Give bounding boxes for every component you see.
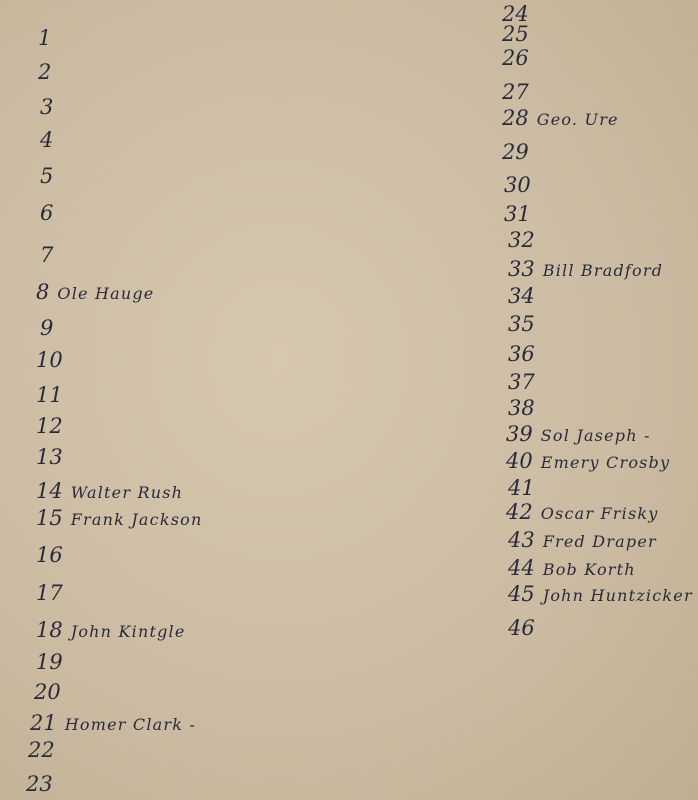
- entry-number: 24: [502, 2, 529, 26]
- entry-27: [502, 82, 537, 103]
- entry-number: 38: [508, 396, 535, 420]
- entry-41: [508, 478, 543, 499]
- entry-number: 42: [506, 500, 533, 524]
- entry-name: Geo. Ure: [536, 110, 619, 129]
- entry-number: 5: [40, 164, 54, 188]
- entry-number: 2: [38, 60, 52, 84]
- entry-number: 6: [40, 201, 54, 225]
- entry-number: 26: [502, 46, 529, 70]
- entry-31: [504, 204, 539, 225]
- entry-number: 34: [508, 284, 535, 308]
- entry-7: [40, 245, 61, 266]
- entry-16: [36, 545, 71, 566]
- entry-number: 19: [36, 650, 63, 674]
- entry-number: 29: [502, 140, 529, 164]
- entry-number: 1: [38, 26, 52, 50]
- entry-43: [508, 530, 657, 551]
- entry-28: [502, 108, 619, 129]
- entry-22: [28, 740, 63, 761]
- entry-number: 14: [36, 479, 63, 503]
- entry-number: 45: [508, 582, 535, 606]
- entry-25: [502, 24, 537, 45]
- entry-number: 20: [34, 680, 61, 704]
- entry-number: 46: [508, 616, 535, 640]
- entry-15: [36, 508, 202, 529]
- entry-number: 22: [28, 738, 55, 762]
- entry-40: [506, 451, 670, 472]
- entry-number: 32: [508, 228, 535, 252]
- entry-name: Homer Clark -: [64, 715, 197, 734]
- entry-number: 43: [508, 528, 535, 552]
- entry-12: [36, 416, 71, 437]
- entry-number: 27: [502, 80, 529, 104]
- entry-4: [40, 130, 61, 151]
- entry-13: [36, 447, 71, 468]
- entry-number: 44: [508, 556, 535, 580]
- entry-38: [508, 398, 543, 419]
- entry-30: [504, 175, 539, 196]
- entry-number: 17: [36, 581, 63, 605]
- entry-name: Bob Korth: [542, 560, 636, 579]
- entry-number: 23: [26, 772, 53, 796]
- entry-46: [508, 618, 543, 639]
- entry-44: [508, 558, 636, 579]
- entry-name: Ole Hauge: [57, 284, 155, 303]
- entry-number: 25: [502, 22, 529, 46]
- entry-26: [502, 48, 537, 69]
- entry-number: 9: [40, 316, 54, 340]
- entry-number: 7: [40, 243, 54, 267]
- entry-number: 8: [36, 280, 50, 304]
- entry-number: 33: [508, 257, 535, 281]
- entry-number: 30: [504, 173, 531, 197]
- entry-23: [26, 774, 61, 795]
- entry-29: [502, 142, 537, 163]
- entry-name: Walter Rush: [70, 483, 184, 502]
- entry-18: [36, 620, 186, 641]
- entry-32: [508, 230, 543, 251]
- entry-name: Sol Jaseph -: [540, 426, 651, 445]
- entry-10: [36, 350, 71, 371]
- entry-33: [508, 259, 663, 280]
- entry-number: 3: [40, 95, 54, 119]
- entry-9: [40, 318, 61, 339]
- entry-name: Fred Draper: [542, 532, 657, 551]
- entry-number: 13: [36, 445, 63, 469]
- entry-17: [36, 583, 71, 604]
- entry-1: [38, 28, 59, 49]
- entry-name: John Kintgle: [70, 622, 186, 641]
- entry-number: 28: [502, 106, 529, 130]
- entry-name: Bill Bradford: [542, 261, 664, 280]
- entry-45: [508, 584, 693, 605]
- entry-20: [34, 682, 69, 703]
- entry-11: [36, 385, 71, 406]
- entry-number: 10: [36, 348, 63, 372]
- entry-37: [508, 372, 543, 393]
- entry-number: 4: [40, 128, 54, 152]
- entry-39: [506, 424, 651, 445]
- entry-19: [36, 652, 71, 673]
- entry-number: 16: [36, 543, 63, 567]
- entry-8: [36, 282, 154, 303]
- entry-number: 18: [36, 618, 63, 642]
- entry-14: [36, 481, 183, 502]
- entry-name: John Huntzicker: [542, 586, 693, 605]
- entry-3: [40, 97, 61, 118]
- entry-number: 41: [508, 476, 535, 500]
- entry-6: [40, 203, 61, 224]
- entry-number: 11: [36, 383, 63, 407]
- entry-2: [38, 62, 59, 83]
- entry-5: [40, 166, 61, 187]
- entry-21: [30, 713, 196, 734]
- entry-35: [508, 314, 543, 335]
- entry-number: 40: [506, 449, 533, 473]
- entry-number: 36: [508, 342, 535, 366]
- entry-number: 12: [36, 414, 63, 438]
- entry-34: [508, 286, 543, 307]
- entry-number: 37: [508, 370, 535, 394]
- entry-36: [508, 344, 543, 365]
- entry-name: Frank Jackson: [70, 510, 203, 529]
- entry-number: 21: [30, 711, 57, 735]
- entry-42: [506, 502, 659, 523]
- entry-number: 39: [506, 422, 533, 446]
- entry-number: 15: [36, 506, 63, 530]
- entry-name: Emery Crosby: [540, 453, 671, 472]
- entry-number: 31: [504, 202, 531, 226]
- entry-name: Oscar Frisky: [540, 504, 659, 523]
- entry-number: 35: [508, 312, 535, 336]
